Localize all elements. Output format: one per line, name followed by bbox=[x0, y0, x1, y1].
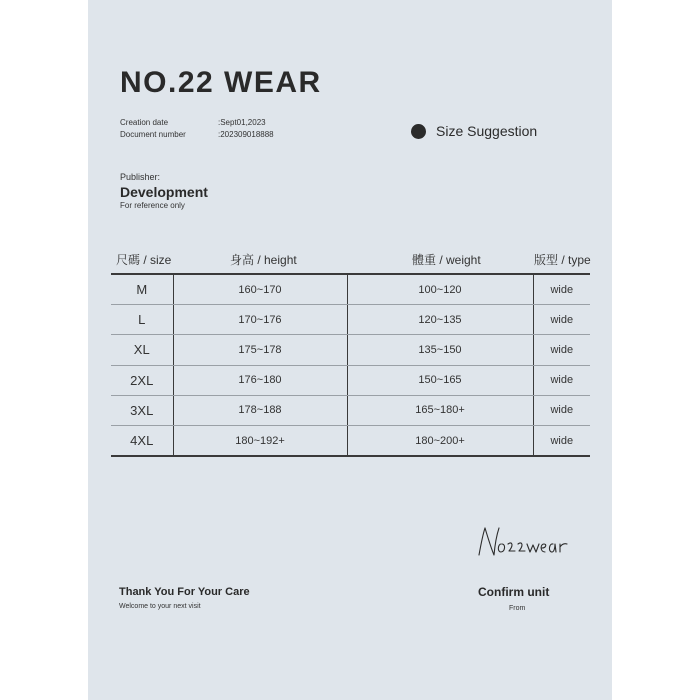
height-cell: 180~192+ bbox=[173, 425, 347, 456]
weight-cell: 165~180+ bbox=[347, 395, 533, 425]
header-size: 尺碼 / size bbox=[116, 253, 172, 267]
type-cell: wide bbox=[533, 335, 590, 365]
welcome-text: Welcome to your next visit bbox=[119, 603, 201, 610]
size-cell: M bbox=[111, 274, 173, 305]
height-cell: 160~170 bbox=[173, 274, 347, 305]
brand-title: NO.22 WEAR bbox=[120, 66, 322, 99]
type-cell: wide bbox=[533, 274, 590, 305]
height-cell: 176~180 bbox=[173, 365, 347, 395]
creation-date-label: Creation date bbox=[120, 118, 169, 127]
header-type: 版型 / type bbox=[534, 253, 591, 267]
size-cell: 2XL bbox=[111, 365, 173, 395]
publisher-note: For reference only bbox=[120, 201, 185, 210]
table-row bbox=[111, 395, 590, 425]
publisher-label: Publisher: bbox=[120, 172, 161, 182]
height-cell: 178~188 bbox=[173, 395, 347, 425]
type-cell: wide bbox=[533, 425, 590, 456]
thanks-text: Thank You For Your Care bbox=[119, 586, 250, 598]
table-row bbox=[111, 274, 590, 305]
table-row bbox=[111, 335, 590, 365]
size-cell: XL bbox=[111, 335, 173, 365]
bullet-dot-icon bbox=[411, 124, 426, 139]
table-row bbox=[111, 365, 590, 395]
confirm-unit-label: Confirm unit bbox=[478, 585, 550, 599]
size-cell: 4XL bbox=[111, 425, 173, 456]
size-cell: 3XL bbox=[111, 395, 173, 425]
size-suggestion bbox=[411, 123, 537, 139]
table-row bbox=[111, 425, 590, 456]
type-cell: wide bbox=[533, 305, 590, 335]
height-cell: 175~178 bbox=[173, 335, 347, 365]
size-suggestion-label: Size Suggestion bbox=[436, 123, 538, 139]
header-weight: 體重 / weight bbox=[412, 253, 481, 267]
weight-cell: 180~200+ bbox=[347, 425, 533, 456]
weight-cell: 150~165 bbox=[347, 365, 533, 395]
size-cell: L bbox=[111, 305, 173, 335]
size-table bbox=[111, 273, 590, 457]
document-number-label: Document number bbox=[120, 130, 186, 139]
publisher-name: Development bbox=[120, 184, 208, 200]
type-cell: wide bbox=[533, 395, 590, 425]
signature-logo bbox=[476, 524, 572, 560]
height-cell: 170~176 bbox=[173, 305, 347, 335]
from-label: From bbox=[509, 605, 526, 612]
table-row bbox=[111, 305, 590, 335]
weight-cell: 100~120 bbox=[347, 274, 533, 305]
weight-cell: 120~135 bbox=[347, 305, 533, 335]
document-number-value: :202309018888 bbox=[218, 130, 274, 139]
header-height: 身高 / height bbox=[230, 253, 297, 267]
creation-date-value: :Sept01,2023 bbox=[218, 118, 266, 127]
type-cell: wide bbox=[533, 365, 590, 395]
weight-cell: 135~150 bbox=[347, 335, 533, 365]
